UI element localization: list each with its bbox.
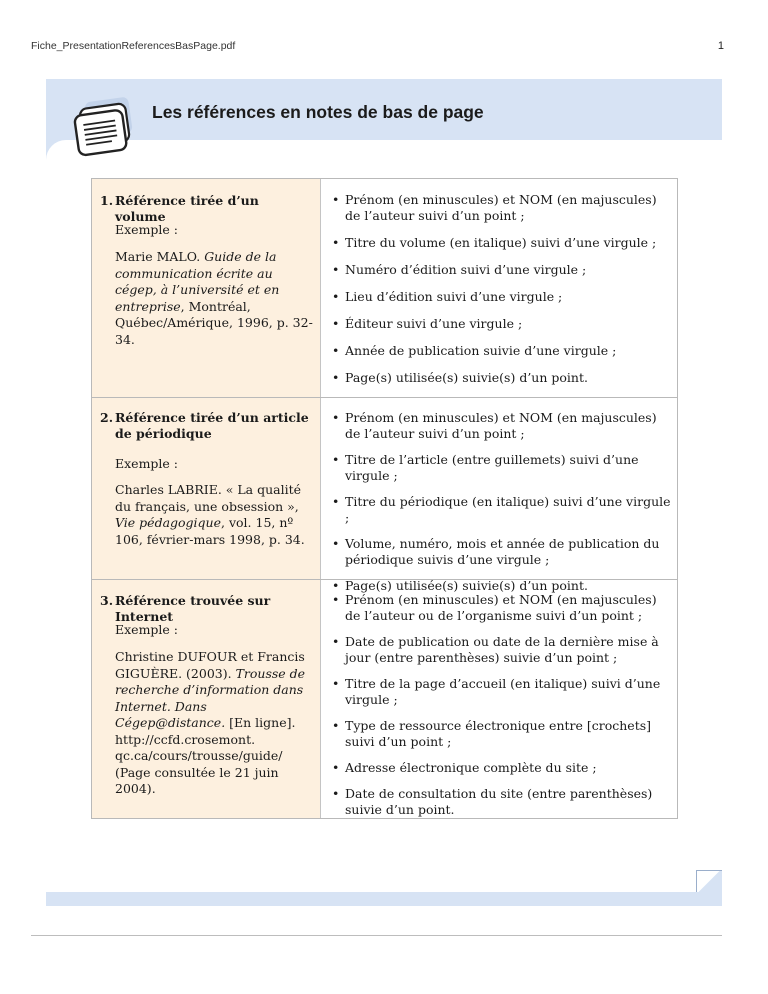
rule-item: • Date de publication ou date de la dernière mise à jour (entre parenthèses) suivie d’un point ; [330, 634, 675, 666]
rule-item: • Page(s) utilisée(s) suivie(s) d’un point. [330, 578, 675, 594]
example-text-run: Charles LABRIE. « La qualité du français, une obsession », [115, 482, 302, 514]
rule-item: • Prénom (en minuscules) et NOM (en majuscules) de l’auteur suivi d’un point ; [330, 410, 675, 442]
example-text-run: Guide de la communication écrite au cégep, à l’université et en entreprise [115, 249, 280, 314]
footer-rule [31, 935, 722, 936]
page-title: Les références en notes de bas de page [152, 102, 484, 122]
page-curl [696, 870, 722, 892]
example-text-run: [En ligne]. http://ccfd.crosemont. qc.ca/cours/trousse/guide/ (Page consultée le 21 juin 2004). [115, 715, 296, 796]
page-number: 1 [717, 40, 724, 52]
section-title: 3. Référence trouvée sur Internet [100, 593, 271, 624]
rule-list [330, 592, 675, 818]
rule-item: • Titre de l’article (entre guillemets) suivi d’une virgule ; [330, 452, 675, 484]
rule-item: • Prénom (en minuscules) et NOM (en majuscules) de l’auteur suivi d’un point ; [330, 192, 675, 224]
example-text-run: Vie pédagogique [115, 515, 222, 530]
example-text-run: Marie MALO. [115, 249, 205, 264]
rule-item: • Éditeur suivi d’une virgule ; [330, 316, 675, 332]
rule-item: • Titre de la page d’accueil (en italique) suivi d’une virgule ; [330, 676, 675, 708]
rule-item: • Type de ressource électronique entre [crochets] suivi d’un point ; [330, 718, 675, 750]
rule-item: • Date de consultation du site (entre parenthèses) suivie d’un point. [330, 786, 675, 818]
example-text-run: , vol. 15, nº 106, février-mars 1998, p. 34. [115, 515, 305, 547]
example-text-run: Christine DUFOUR et Francis GIGUÈRE. (2003). [115, 649, 305, 681]
example-label: Exemple : [115, 622, 179, 637]
section-title: 1. Référence tirée d’un volume [100, 193, 259, 224]
rule-item: • Titre du périodique (en italique) suivi d’une virgule ; [330, 494, 675, 526]
example-text [115, 249, 313, 348]
rule-item: • Volume, numéro, mois et année de publication du périodique suivis d’une virgule ; [330, 536, 675, 568]
file-name: Fiche_PresentationReferencesBasPage.pdf [31, 40, 236, 52]
rule-item: • Page(s) utilisée(s) suivie(s) d’un point. [330, 370, 675, 386]
example-label: Exemple : [115, 456, 179, 471]
rule-list [330, 192, 675, 386]
example-text-run: , Montréal, Québec/Amérique, 1996, p. 32-34. [115, 298, 313, 347]
references-table [91, 178, 678, 819]
rule-item: • Année de publication suivie d’une virgule ; [330, 343, 675, 359]
document-stack-icon [70, 96, 140, 160]
example-label: Exemple : [115, 222, 179, 237]
rule-item: • Lieu d’édition suivi d’une virgule ; [330, 289, 675, 305]
rule-item: • Prénom (en minuscules) et NOM (en majuscules) de l’auteur ou de l’organisme suivi d’un point ; [330, 592, 675, 624]
example-text [115, 482, 313, 548]
rule-item: • Adresse électronique complète du site ; [330, 760, 675, 776]
rule-item: • Numéro d’édition suivi d’une virgule ; [330, 262, 675, 278]
example-text [115, 649, 313, 798]
row-divider [92, 397, 677, 398]
rule-item: • Titre du volume (en italique) suivi d’une virgule ; [330, 235, 675, 251]
example-text-run: Trousse de recherche d’information dans Internet. Dans Cégep@distance. [115, 665, 306, 730]
rule-list [330, 410, 675, 594]
section-title: 2. Référence tirée d’un article de périodique [100, 410, 309, 441]
